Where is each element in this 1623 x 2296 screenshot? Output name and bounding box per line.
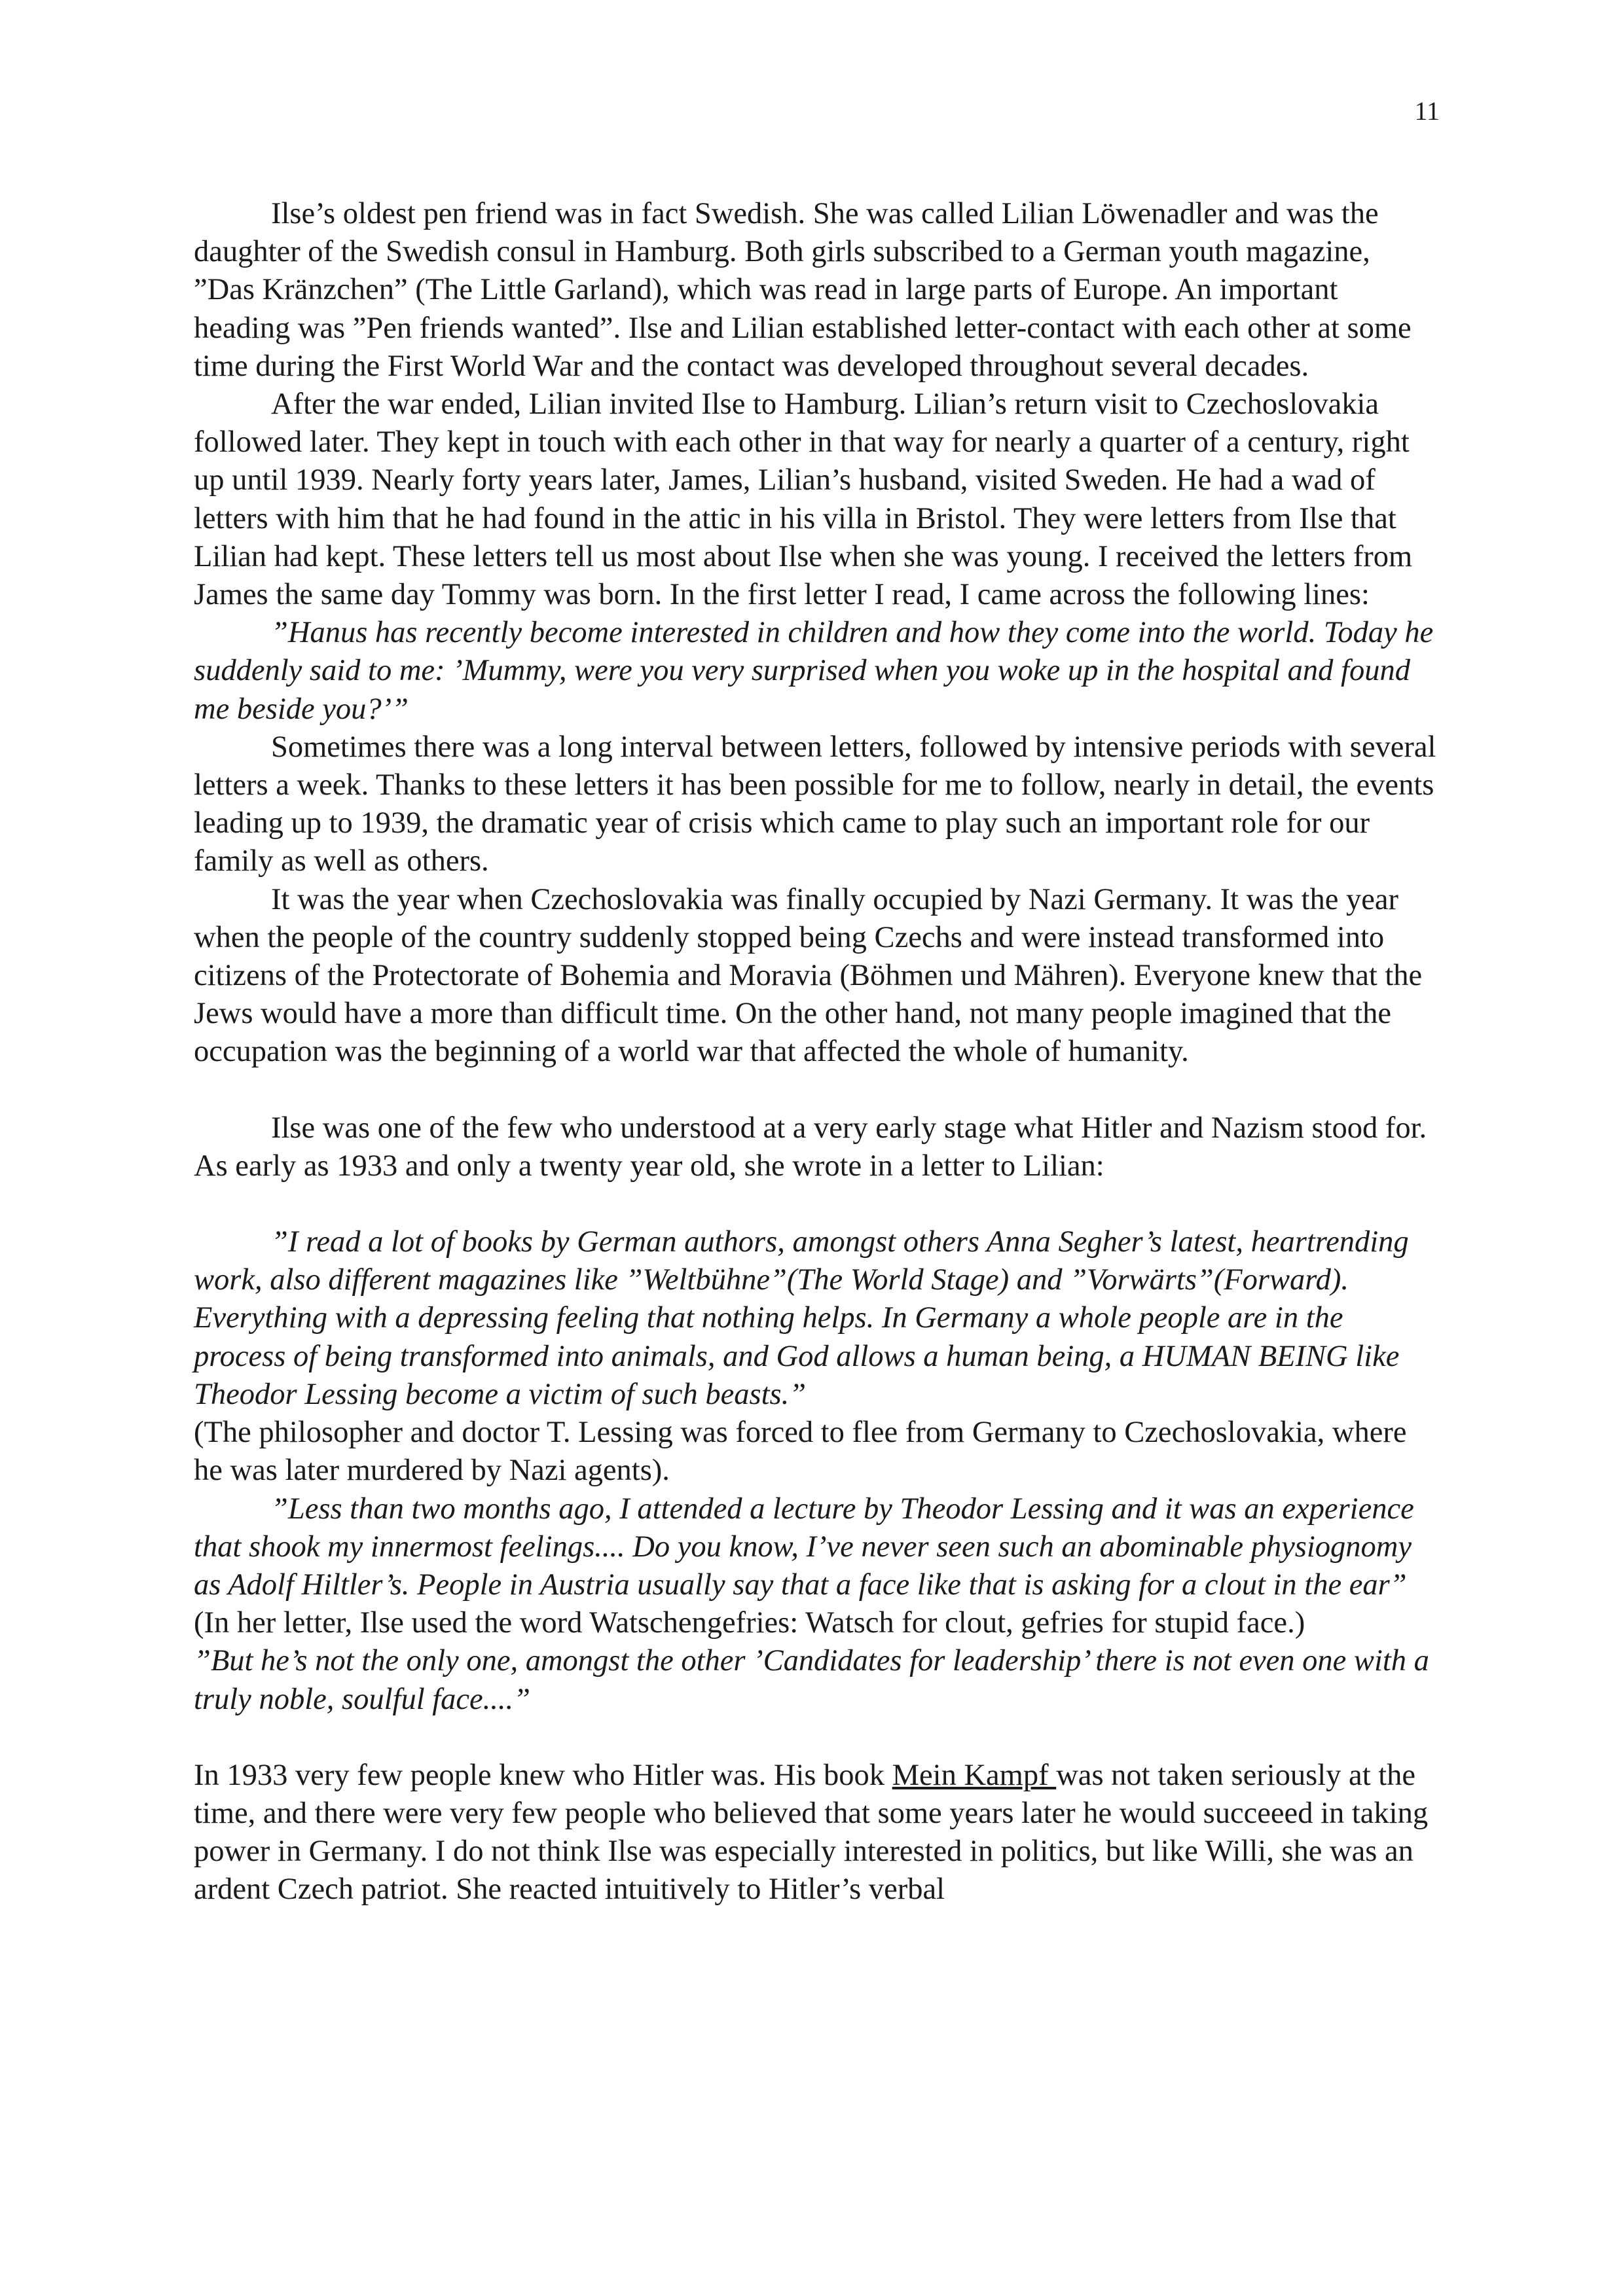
paragraph-interval: Sometimes there was a long interval between letters, followed by intensive periods with several letters a week. Thanks to these letters it has been possible for me to follow, nearly in detail, the events leading up to 1939, the dramatic year of crisis which came to play such an important role for our family as well as others. — [194, 730, 1436, 878]
paragraph-lessing-note: (The philosopher and doctor T. Lessing was forced to flee from Germany to Czechoslovakia, where he was later murdered by Nazi agents). — [194, 1416, 1407, 1488]
paragraph-pen-friend: Ilse’s oldest pen friend was in fact Swedish. She was called Lilian Löwenadler and was the daughter of the Swedish consul in Hamburg. Both girls subscribed to a German youth magazine, ”Das Kränzchen” (The Little Garland), which was read in large parts of Europe. An important heading was ”Pen friends wanted”. Ilse and Lilian established letter-contact with each other at some time during the First World War and the contact was developed throughout several decades. — [194, 197, 1412, 383]
paragraph-spacer — [194, 1071, 1438, 1109]
document-body — [194, 195, 1438, 1909]
paragraph-occupation: It was the year when Czechoslovakia was finally occupied by Nazi Germany. It was the year when the people of the country suddenly stopped being Czechs and were instead transformed into citizens of the Protectorate of Bohemia and Moravia (Böhmen und Mähren). Everyone knew that the Jews would have a more than difficult time. On the other hand, not many people imagined that the occupation was the beginning of a world war that affected the whole of humanity. — [194, 882, 1423, 1069]
paragraph-spacer — [194, 1719, 1438, 1757]
paragraph-spacer — [194, 1185, 1438, 1223]
page-number: 11 — [1414, 96, 1440, 126]
quote-candidates: ”But he’s not the only one, amongst the other ’Candidates for leadership’ there is not even one with a truly noble, soulful face....” — [194, 1644, 1429, 1716]
paragraph-text: was not taken seriously at the time, and there were very few people who believed that some years later he would succeeed in taking power in Germany. I do not think Ilse was especially interested in politics, but like Willi, she was an ardent Czech patriot. She reacted intuitively to Hitler’s verbal — [194, 1758, 1429, 1907]
paragraph-mein-kampf — [194, 1757, 1438, 1909]
paragraph-early-stage: Ilse was one of the few who understood at a very early stage what Hitler and Nazism stood for. As early as 1933 and only a twenty year old, she wrote in a letter to Lilian: — [194, 1111, 1427, 1183]
quote-lessing-lecture: ”Less than two months ago, I attended a lecture by Theodor Lessing and it was an experience that shook my innermost feelings.... Do you know, I’ve never seen such an abominable physiognomy as Adolf Hiltler’s. People in Austria usually say that a face like that is asking for a clout in the ear” — [194, 1492, 1414, 1602]
book-title: Mein Kampf — [892, 1758, 1057, 1792]
paragraph-letters: After the war ended, Lilian invited Ilse to Hamburg. Lilian’s return visit to Czechoslovakia followed later. They kept in touch with each other in that way for nearly a quarter of a century, right up until 1939. Nearly forty years later, James, Lilian’s husband, visited Sweden. He had a wad of letters with him that he had found in the attic in his villa in Bristol. They were letters from Ilse that Lilian had kept. These letters tell us most about Ilse when she was young. I received the letters from James the same day Tommy was born. In the first letter I read, I came across the following lines: — [194, 387, 1413, 612]
paragraph-text: In 1933 very few people knew who Hitler was. His book — [194, 1758, 892, 1792]
paragraph-watschengefries-note: (In her letter, Ilse used the word Watschengefries: Watsch for clout, gefries for stupid face.) — [194, 1606, 1305, 1640]
quote-hanus: ”Hanus has recently become interested in children and how they come into the world. Today he suddenly said to me: ’Mummy, were you very surprised when you woke up in the hospital and found me beside you?’” — [194, 616, 1434, 726]
quote-german-authors: ”I read a lot of books by German authors, amongst others Anna Segher’s latest, heartrending work, also different magazines like ”Weltbühne”(The World Stage) and ”Vorwärts”(Forward). Everything with a depressing feeling that nothing helps. In Germany a whole people are in the process of being transformed into animals, and God allows a human being, a HUMAN BEING like Theodor Lessing become a victim of such beasts.” — [194, 1225, 1409, 1411]
